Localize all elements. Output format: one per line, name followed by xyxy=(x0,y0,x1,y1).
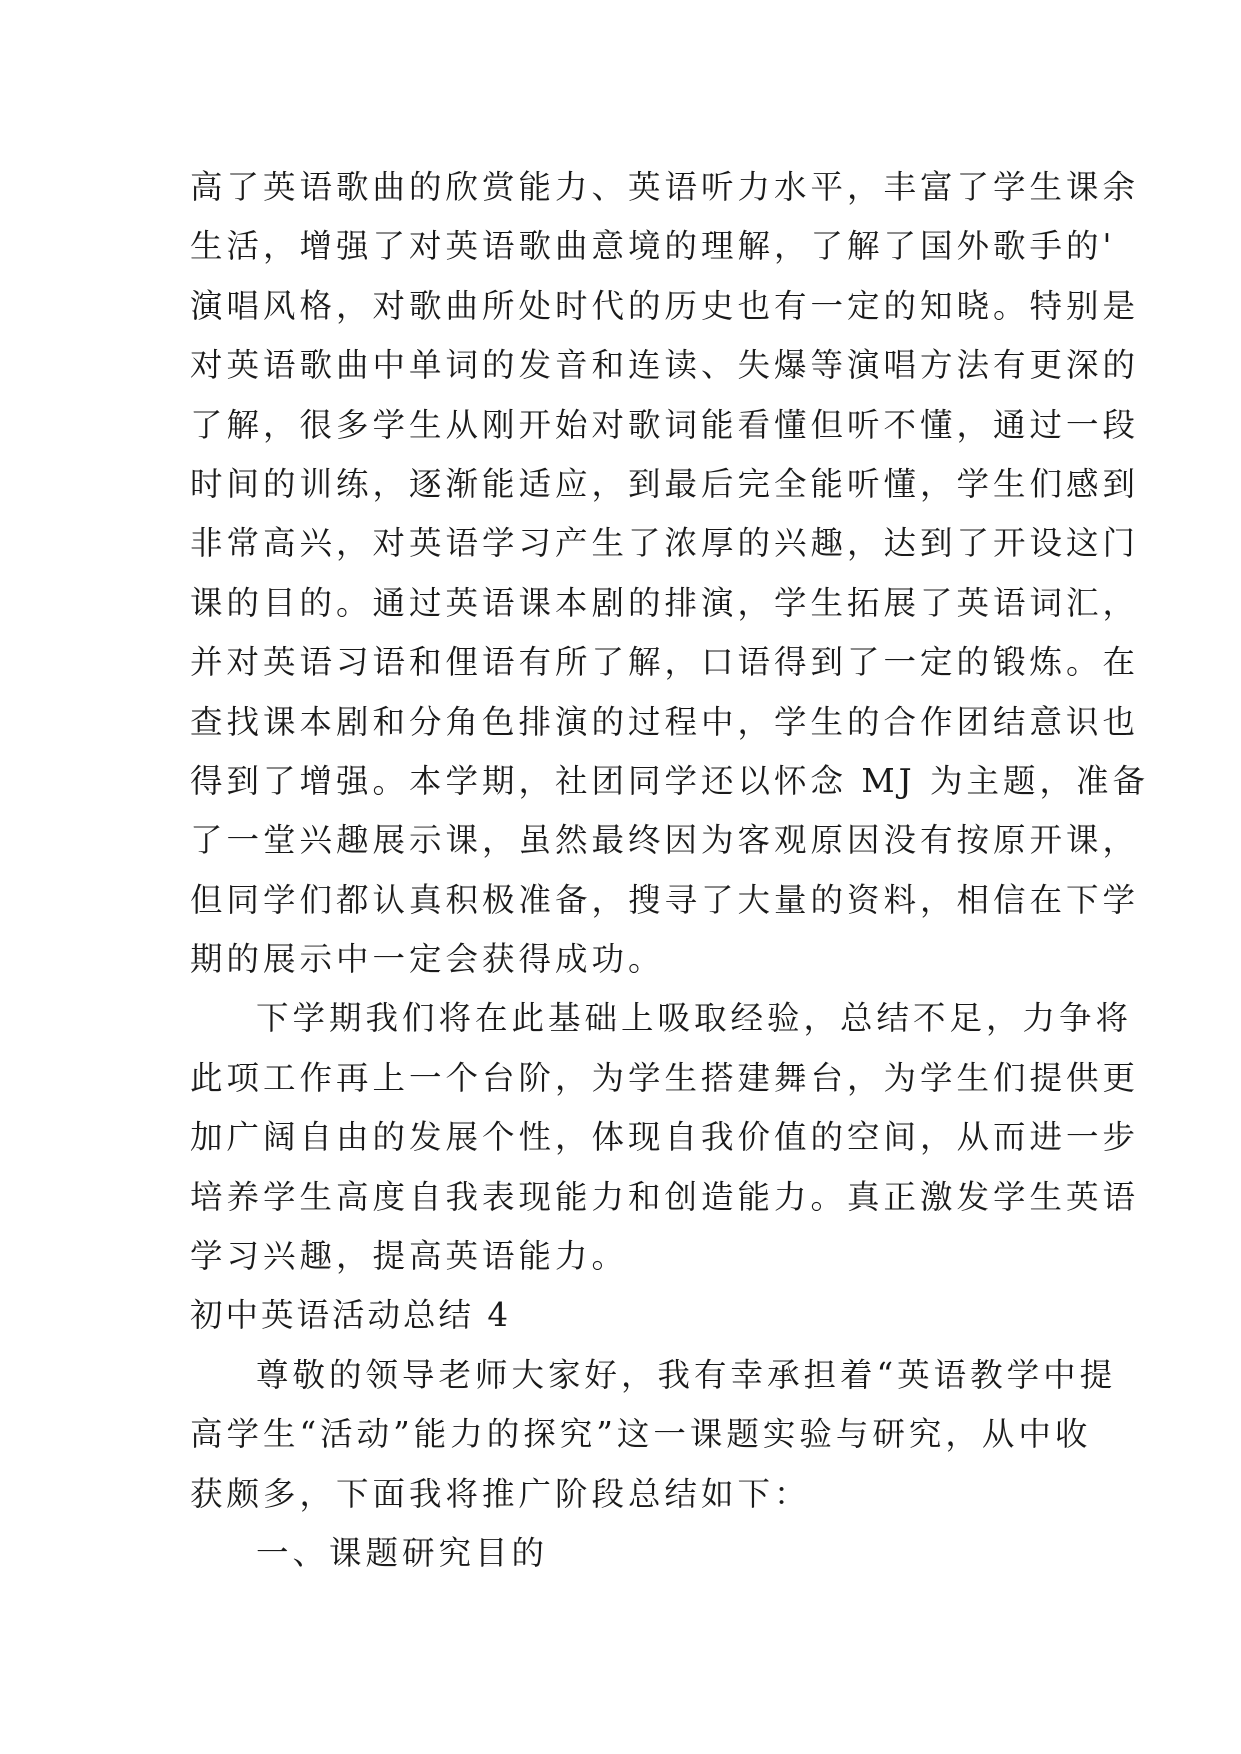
text-line: 高了英语歌曲的欣赏能力、英语听力水平，丰富了学生课余 xyxy=(190,168,1140,206)
section-heading: 初中英语活动总结 4 xyxy=(190,1296,512,1335)
subsection-heading: 一、课题研究目的 xyxy=(256,1533,549,1572)
text-line: 了一堂兴趣展示课，虽然最终因为客观原因没有按原开课， xyxy=(190,821,1140,860)
paragraph-first-line: 尊敬的领导老师大家好，我有幸承担着“英语教学中提 xyxy=(256,1355,1117,1394)
paragraph-first-line: 下学期我们将在此基础上吸取经验，总结不足，力争将 xyxy=(256,999,1133,1038)
text-line: 获颇多，下面我将推广阶段总结如下： xyxy=(190,1474,811,1513)
text-line: 此项工作再上一个台阶，为学生搭建舞台，为学生们提供更 xyxy=(190,1058,1140,1097)
text-line: 加广阔自由的发展个性，体现自我价值的空间，从而进一步 xyxy=(190,1118,1140,1157)
text-line: 期的展示中一定会获得成功。 xyxy=(190,940,665,979)
document-body xyxy=(190,158,1149,1583)
text-line: 查找课本剧和分角色排演的过程中，学生的合作团结意识也 xyxy=(190,702,1140,741)
text-line: 但同学们都认真积极准备，搜寻了大量的资料，相信在下学 xyxy=(190,880,1140,919)
text-line: 高学生“活动”能力的探究”这一课题实验与研究，从中收 xyxy=(190,1415,1092,1454)
text-line: 生活，增强了对英语歌曲意境的理解，了解了国外歌手的' xyxy=(190,227,1116,266)
text-line: 了解，很多学生从刚开始对歌词能看懂但听不懂，通过一段 xyxy=(190,405,1140,444)
text-line: 得到了增强。本学期，社团同学还以怀念 MJ 为主题，准备 xyxy=(190,761,1149,800)
text-line: 非常高兴，对英语学习产生了浓厚的兴趣，达到了开设这门 xyxy=(190,524,1140,563)
text-line: 并对英语习语和俚语有所了解，口语得到了一定的锻炼。在 xyxy=(190,643,1140,682)
text-line: 培养学生高度自我表现能力和创造能力。真正激发学生英语 xyxy=(190,1177,1140,1216)
text-line: 演唱风格，对歌曲所处时代的历史也有一定的知晓。特别是 xyxy=(190,286,1140,325)
text-line: 课的目的。通过英语课本剧的排演，学生拓展了英语词汇， xyxy=(190,583,1140,622)
text-line: 对英语歌曲中单词的发音和连读、失爆等演唱方法有更深的 xyxy=(190,346,1140,385)
text-line: 时间的训练，逐渐能适应，到最后完全能听懂，学生们感到 xyxy=(190,464,1140,503)
text-line: 学习兴趣，提高英语能力。 xyxy=(190,1237,629,1276)
